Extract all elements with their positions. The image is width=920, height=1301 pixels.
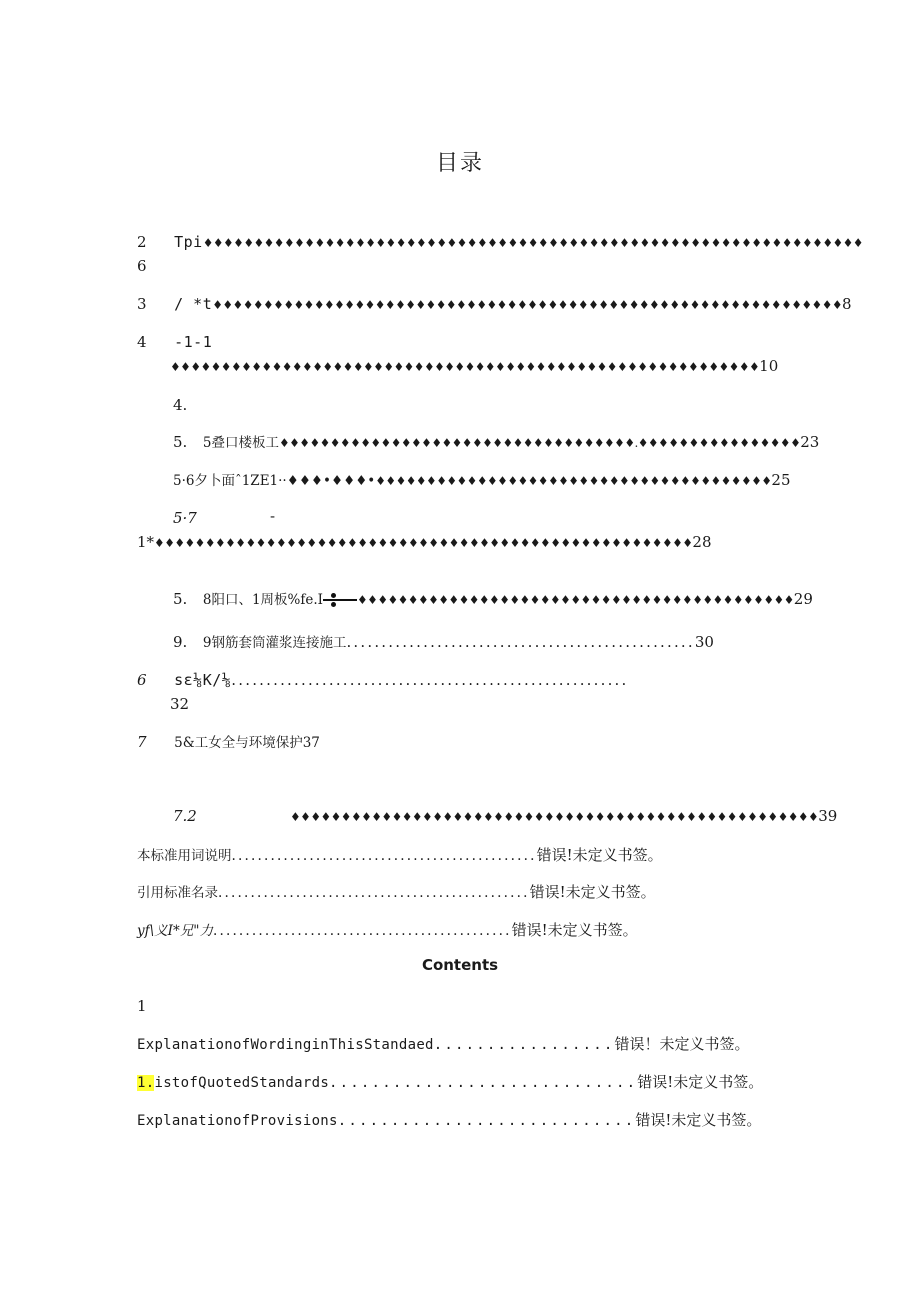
highlighted-text: 1. [137,1075,155,1091]
toc-number: 2 [137,233,147,251]
toc-page: 错误!未定义书签。 [635,1111,762,1129]
toc-label: 引用标准名录 [137,885,218,901]
toc-leader: .................................................. [346,633,695,651]
toc-entry-5-6 [173,470,791,491]
toc-page: 6 [137,257,147,275]
toc-number: 5. [173,590,188,608]
toc-entry-5-5 [173,432,819,453]
toc-entry-5-7-leader [137,532,712,553]
contents-entry-wording [137,1034,750,1055]
appendix-entry-wording [137,845,663,866]
toc-label: 5·7 [173,509,197,527]
toc-number: 3 [137,295,147,313]
appendix-entry-provisions [137,920,638,941]
toc-entry-4-sub [173,395,187,415]
division-sign-icon [323,593,357,607]
toc-leader: ♦♦♦♦♦♦♦♦♦♦♦♦♦♦♦♦♦♦♦♦♦♦♦♦♦♦♦♦♦♦♦♦♦♦♦♦♦♦♦ [375,474,772,488]
toc-leader: ................. [433,1037,615,1053]
toc-leader: ............................. [329,1075,638,1091]
toc-page: 28 [692,533,712,551]
toc-label-2: 1* [137,533,155,551]
toc-label: 1 [137,997,147,1015]
contents-entry-standards [137,1072,763,1093]
toc-page: 错误!未定义书签。 [529,883,656,901]
toc-page-6 [170,694,189,714]
toc-page: 错误!未定义书签。 [511,921,638,939]
toc-entry-9 [173,632,714,653]
toc-label: 8阳口、1周板%fe.I [202,592,323,608]
toc-dash: - [270,507,276,525]
toc-leader: ......................................................... [231,671,629,689]
toc-leader-2: ♦♦♦♦♦♦♦♦♦♦♦♦♦♦♦♦ [637,436,801,450]
toc-page: 29 [793,590,813,608]
toc-leader: ♦♦♦♦♦♦♦♦♦♦♦♦♦♦♦♦♦♦♦♦♦♦♦♦♦♦♦♦♦♦♦♦♦♦♦♦♦♦♦♦♦♦♦♦♦♦♦♦♦♦♦♦♦♦♦♦♦♦♦♦♦♦ [212,298,843,312]
toc-entry-5-8 [173,589,813,610]
toc-leader: ♦♦♦♦♦♦♦♦♦♦♦♦♦♦♦♦♦♦♦♦♦♦♦♦♦♦♦♦♦♦♦♦♦♦♦♦♦♦♦♦♦♦♦♦♦♦♦♦♦♦♦♦♦♦♦♦♦♦ [170,360,760,374]
page-title: 目录 [435,151,484,176]
toc-leader: ♦♦♦♦♦♦♦♦♦♦♦♦♦♦♦♦♦♦♦♦♦♦♦♦♦♦♦♦♦♦♦♦♦♦♦♦♦♦♦♦♦♦♦ [357,593,794,607]
toc-page: 32 [170,695,190,713]
toc-label: 9钢筋套筒灌浆连接施工 [202,635,347,651]
toc-leader: ♦♦♦♦♦♦♦♦♦♦♦♦♦♦♦♦♦♦♦♦♦♦♦♦♦♦♦♦♦♦♦♦♦♦♦. [278,436,638,450]
toc-page: 25 [771,471,791,489]
toc-number: 7 [137,733,147,751]
toc-entry-7 [137,732,320,753]
toc-label: 本标准用词说明 [137,848,232,864]
toc-number: 5. [173,433,188,451]
toc-entry-4-leader [170,356,778,377]
toc-label: yf\义I*兄"力 [137,923,213,939]
toc-number: 9. [173,633,188,651]
toc-page: 23 [800,433,820,451]
toc-number: 4 [137,333,147,351]
toc-label: 5&工女全与环境保护37 [174,735,320,751]
contents-heading: Contents [421,956,499,974]
contents-entry-1 [137,996,147,1016]
toc-page: 39 [818,807,838,825]
toc-leader: ♦♦♦♦♦♦♦♦♦♦♦♦♦♦♦♦♦♦♦♦♦♦♦♦♦♦♦♦♦♦♦♦♦♦♦♦♦♦♦♦♦♦♦♦♦♦♦♦♦♦♦♦♦ [154,536,693,550]
toc-number: 6 [137,671,147,689]
contents-entry-provisions [137,1110,761,1131]
toc-leader: ♦♦♦♦♦♦♦♦♦♦♦♦♦♦♦♦♦♦♦♦♦♦♦♦♦♦♦♦♦♦♦♦♦♦♦♦♦♦♦♦♦♦♦♦♦♦♦♦♦♦♦♦♦♦♦♦♦♦♦♦♦♦♦♦♦ [202,236,863,250]
toc-label: istofQuotedStandards [154,1075,330,1091]
toc-leader: ............................ [337,1113,636,1129]
toc-page: 10 [759,357,779,375]
toc-entry-4 [137,332,212,352]
toc-entry-5-7 [173,508,197,528]
toc-number: 7.2 [173,807,197,825]
toc-leader: ♦♦♦♦♦♦♦♦♦♦♦♦♦♦♦♦♦♦♦♦♦♦♦♦♦♦♦♦♦♦♦♦♦♦♦♦♦♦♦♦♦♦♦♦♦♦♦♦♦♦♦♦ [290,810,819,824]
toc-page-2 [137,256,147,276]
toc-label: ExplanationofWordinginThisStandaed [137,1037,434,1053]
toc-label: ExplanationofProvisions [137,1113,338,1129]
appendix-entry-standards [137,882,656,903]
toc-entry-7-2-leader [290,806,837,827]
toc-page: 错误!未定义书签。 [536,846,663,864]
toc-page: 30 [694,633,714,651]
toc-entry-5-7-dash [270,506,275,526]
toc-leader: .............................................. [212,923,512,939]
toc-page: 8 [842,295,852,313]
toc-entry-6 [137,670,628,690]
toc-entry-2 [137,232,863,253]
toc-label: Tpi [174,233,203,251]
toc-leader: ................................................ [218,885,530,901]
toc-entry-7-2 [173,806,197,826]
toc-label: 5·6夕卜面ˆ1ZE1··♦♦♦•♦♦♦• [173,473,376,489]
toc-label: sε⅛K/⅛ [174,671,232,689]
toc-entry-3 [137,294,852,315]
toc-page: 错误!未定义书签。 [637,1073,764,1091]
toc-label: -1-1 [174,333,213,351]
toc-label: / *t [174,295,213,313]
toc-leader: ............................................... [231,848,537,864]
toc-page: 错误！未定义书签。 [614,1035,750,1053]
toc-label: 5叠口楼板工 [202,435,279,451]
toc-number: 4. [173,396,188,414]
